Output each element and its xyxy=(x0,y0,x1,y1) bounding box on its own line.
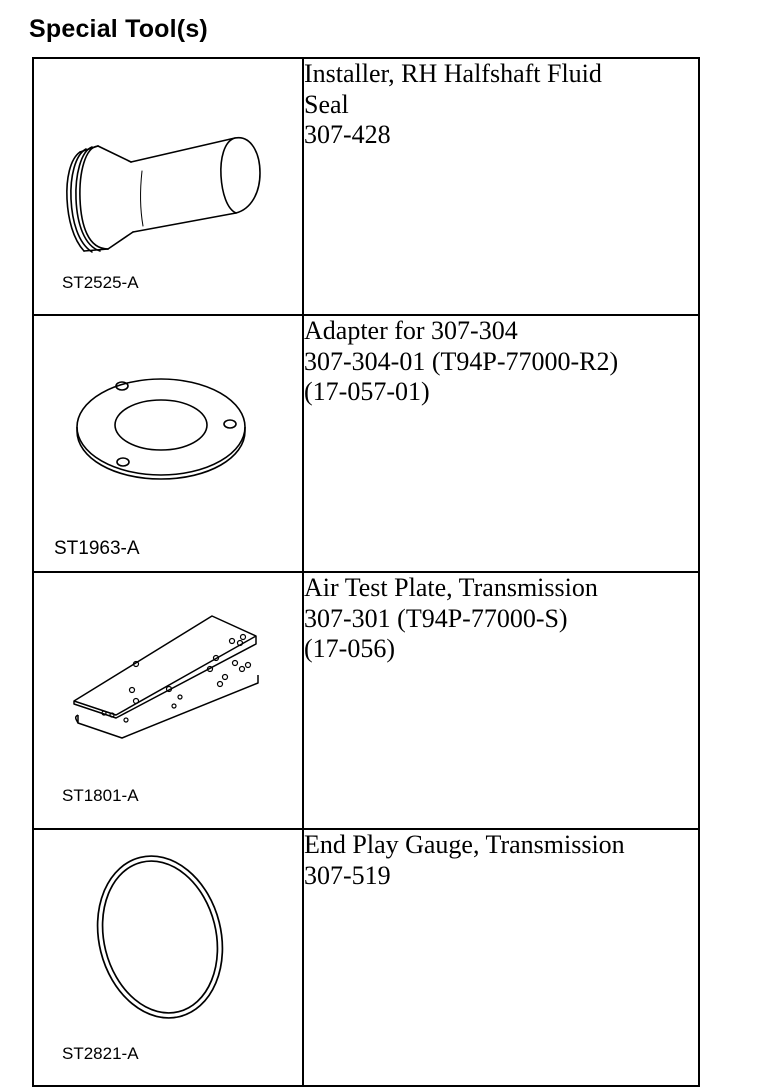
tool-number-line: (17-057-01) xyxy=(304,377,430,406)
tool-description-cell xyxy=(303,829,699,1086)
tool-row xyxy=(33,315,699,572)
tool-image-code: ST2525-A xyxy=(62,273,139,292)
tool-number-line: 307-428 xyxy=(304,120,391,149)
tool-image-cell xyxy=(33,572,303,829)
tool-number-line: (17-056) xyxy=(304,634,395,663)
tool-row xyxy=(33,58,699,315)
tool-number-line: 307-301 (T94P-77000-S) xyxy=(304,603,568,633)
tool-name-line: Seal xyxy=(304,89,349,119)
tool-number-line: 307-304-01 (T94P-77000-R2) xyxy=(304,346,619,376)
tool-image-cell xyxy=(33,58,303,315)
tool-number-line: 307-519 xyxy=(304,860,391,890)
adapter-plate-ring-icon xyxy=(34,316,302,571)
tool-name-line: Air Test Plate, Transmission xyxy=(304,573,598,602)
special-tools-table xyxy=(32,57,700,1087)
tool-row xyxy=(33,829,699,1086)
tool-row xyxy=(33,572,699,829)
page-title: Special Tool(s) xyxy=(29,15,208,43)
tool-name-line: End Play Gauge, Transmission xyxy=(304,830,625,859)
tool-description-cell xyxy=(303,572,699,829)
tool-image-code: ST1801-A xyxy=(62,786,139,805)
tool-image-cell xyxy=(33,829,303,1086)
tool-image-code: ST2821-A xyxy=(62,1044,139,1063)
tool-name-line: Installer, RH Halfshaft Fluid xyxy=(304,59,602,88)
tool-description-cell xyxy=(303,315,699,572)
tool-description-cell xyxy=(303,58,699,315)
tool-image-code: ST1963-A xyxy=(54,538,140,559)
tool-name-line: Adapter for 307-304 xyxy=(304,316,518,345)
tool-image-cell xyxy=(33,315,303,572)
